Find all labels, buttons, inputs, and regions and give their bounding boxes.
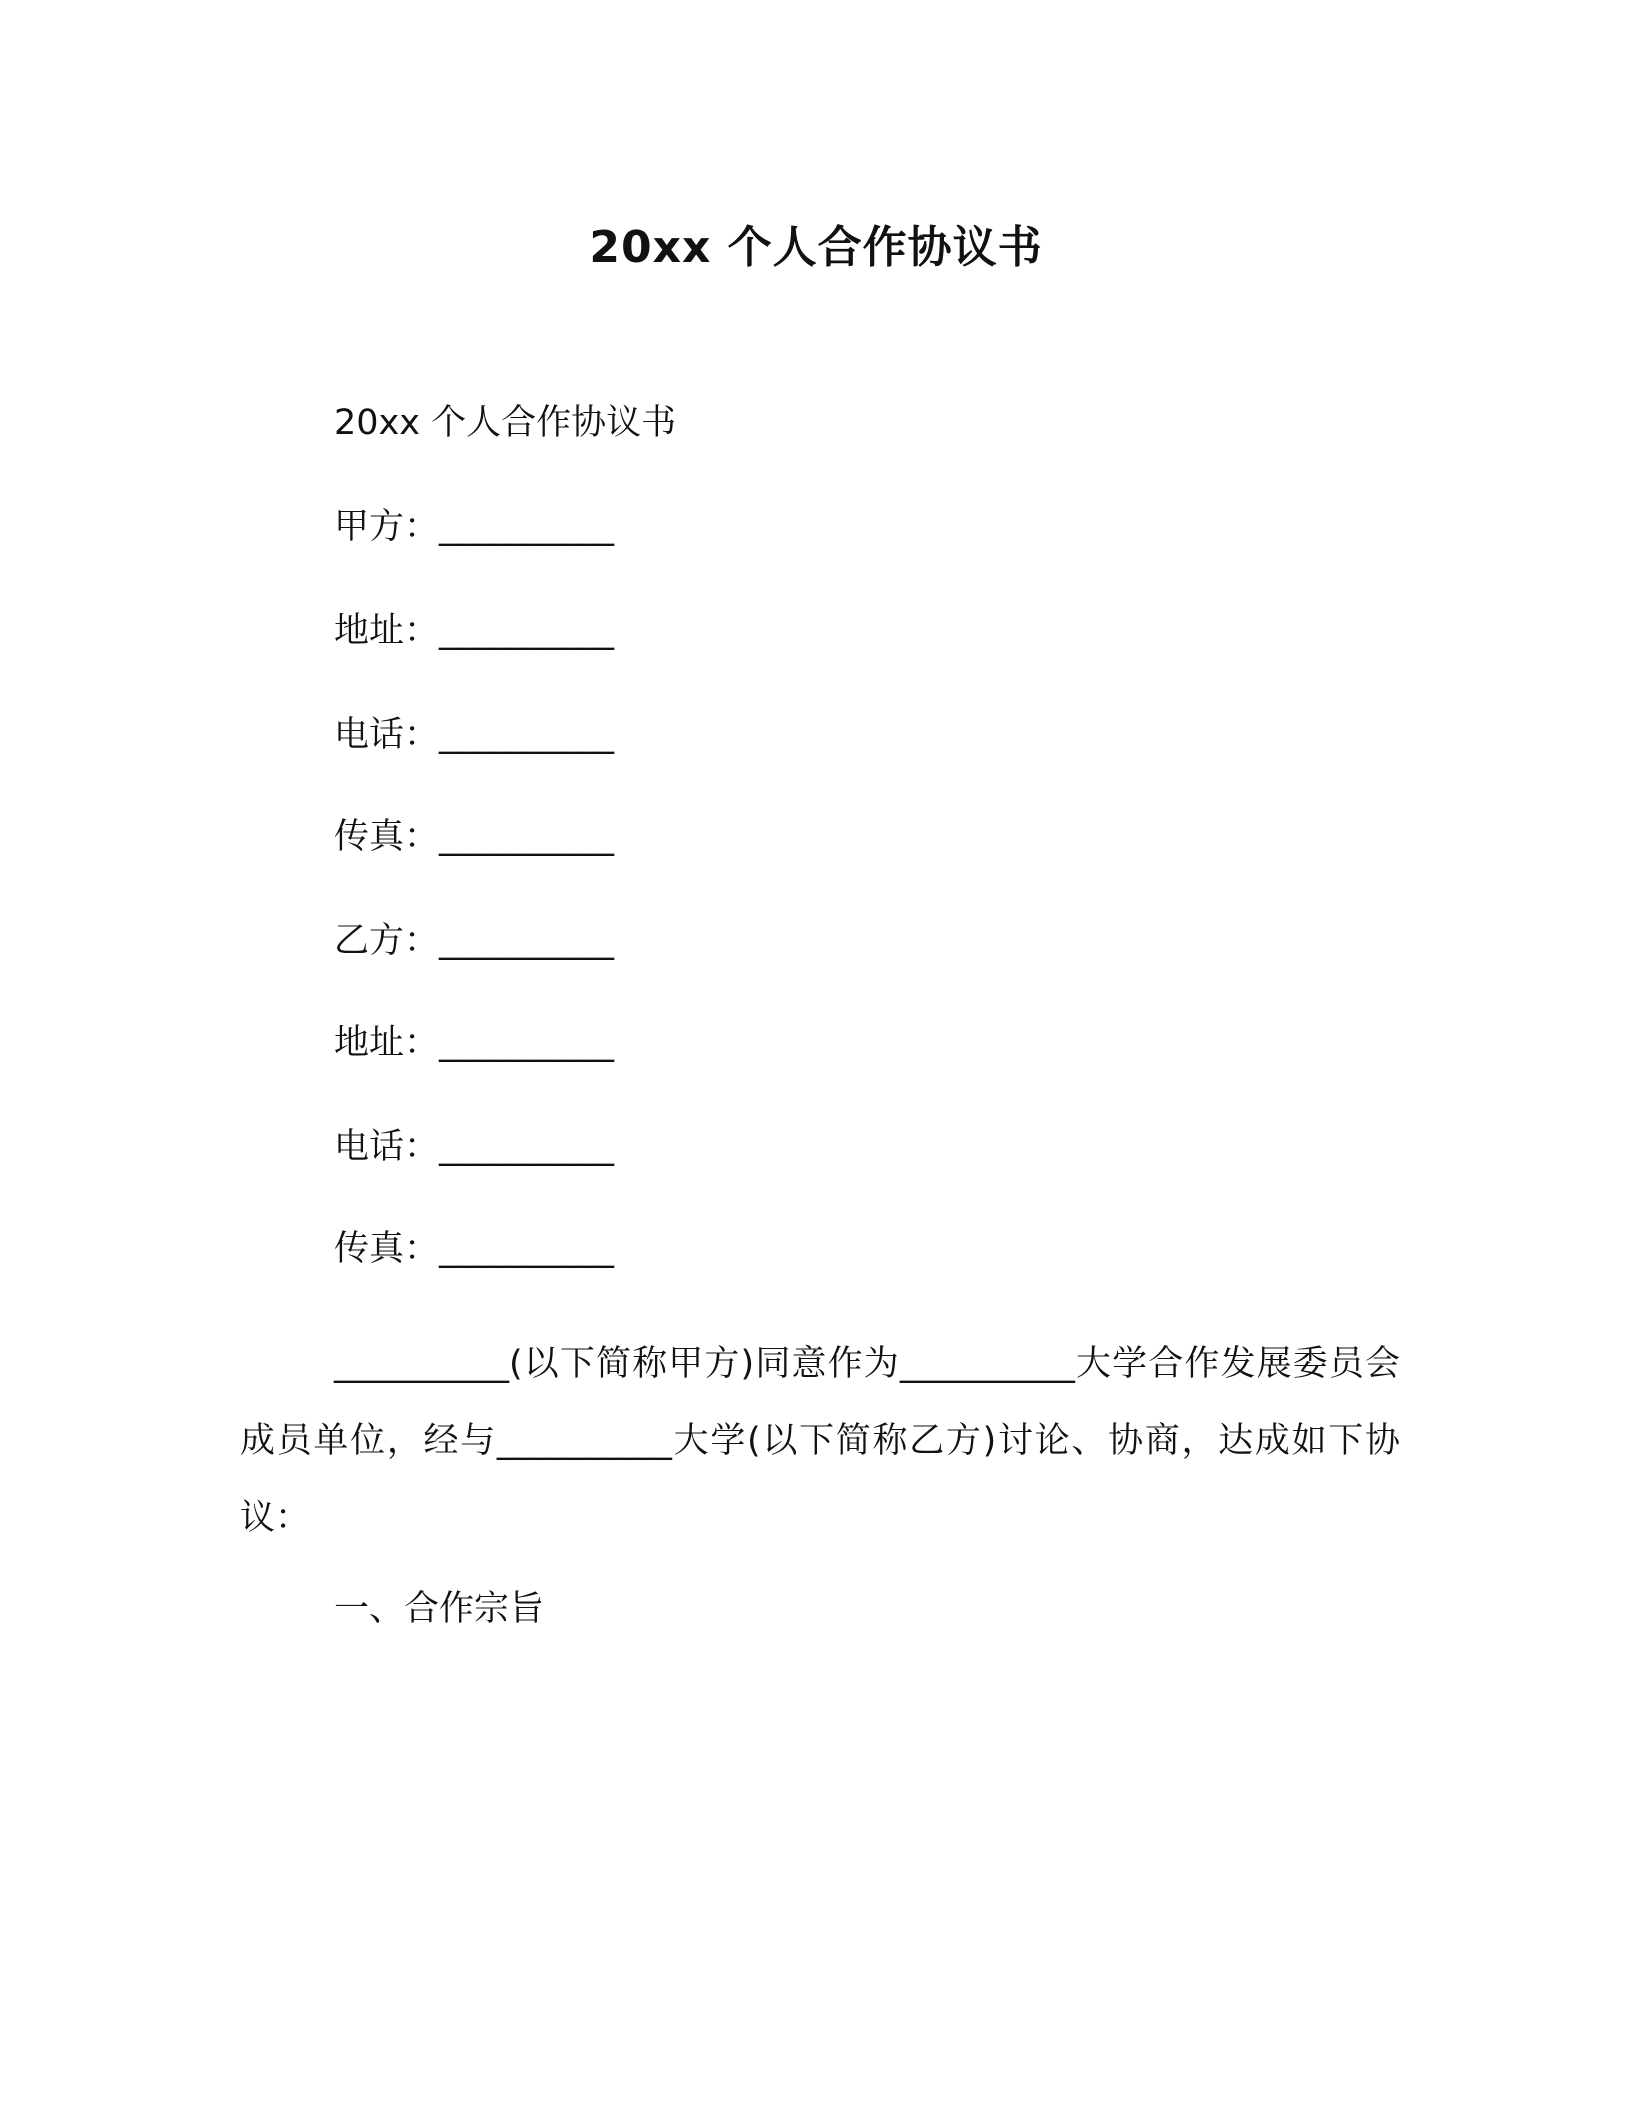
party-a-name-line: 甲方：__________ (334, 507, 615, 547)
party-a-address-line: 地址：__________ (334, 611, 615, 651)
party-b-fax-line: 传真：__________ (334, 1229, 615, 1269)
party-a-phone-line: 电话：__________ (334, 715, 615, 755)
document-subtitle: 20xx 个人合作协议书 (334, 403, 677, 443)
section-heading-purpose: 一、合作宗旨 (334, 1589, 545, 1629)
party-b-address-line: 地址：__________ (334, 1023, 615, 1063)
party-b-phone-line: 电话：__________ (334, 1127, 615, 1167)
intro-paragraph: __________(以下简称甲方)同意作为__________大学合作发展委员会成员单位，经与__________大学(以下简称乙方)讨论、协商，达成如下协议： (240, 1344, 1400, 1538)
party-a-fax-line: 传真：__________ (334, 817, 615, 857)
party-b-name-line: 乙方：__________ (334, 921, 615, 961)
document-title: 20xx 个人合作协议书 (589, 222, 1043, 273)
